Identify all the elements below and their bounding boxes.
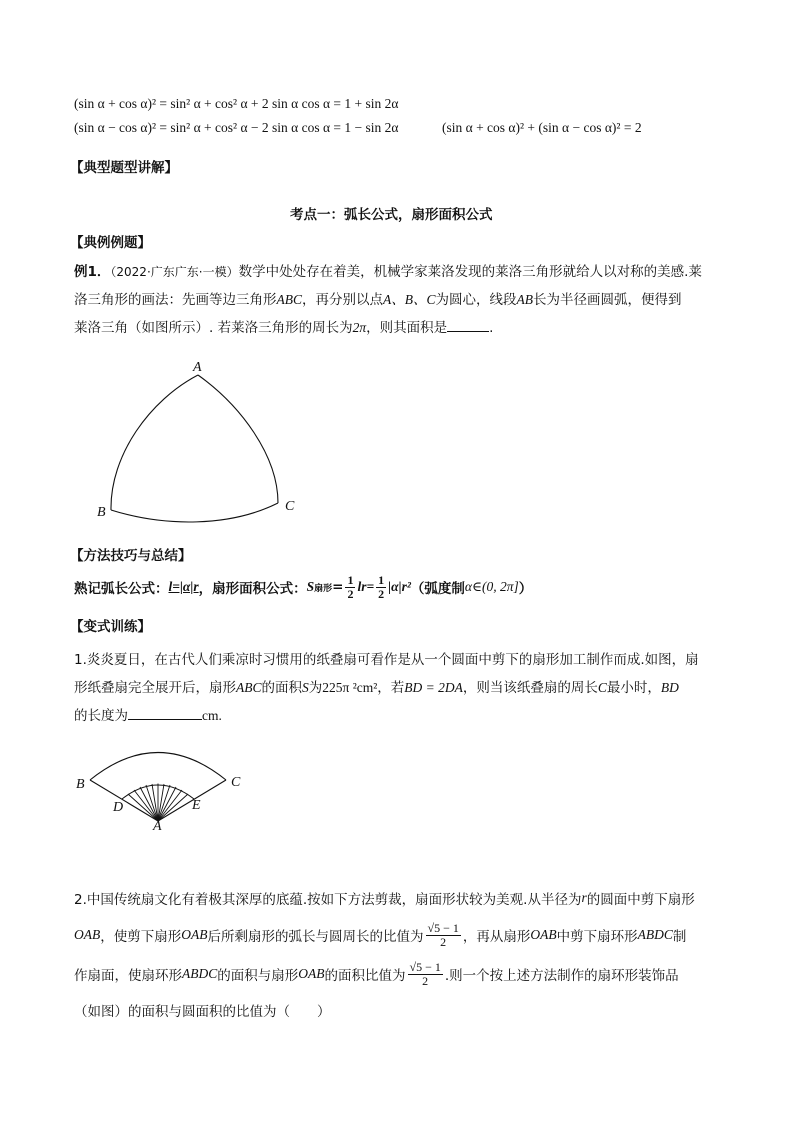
problem-2-line-2a: ，使剪下扇形	[100, 929, 182, 945]
radius-r: r	[581, 890, 587, 905]
example-1-text	[74, 258, 734, 342]
answer-blank-bd[interactable]	[128, 705, 202, 720]
example-line-3b: ，则其面积是	[366, 320, 448, 336]
problem-1-line-2e: ，则当该纸叠扇的周长	[462, 680, 598, 696]
identity-formula-sum-square: (sin α + cos α)² = sin² α + cos² α + 2 sin α cos α = 1 + sin 2α	[74, 96, 399, 111]
fan-label-d: D	[113, 800, 124, 815]
half-fraction-1: $\frac{1}{2}$	[347, 572, 354, 601]
annular-sector-abdc: ABDC	[637, 927, 673, 942]
outer-arc-bc	[90, 753, 226, 781]
alpha-r-squared: |α|r²	[388, 579, 411, 594]
fan-label-e: E	[192, 798, 201, 813]
fan-label-b: B	[76, 777, 85, 792]
answer-blank[interactable]	[447, 317, 489, 332]
example-source: （2022·广东广东·一模）	[110, 265, 239, 279]
fan-label-a: A	[153, 819, 162, 834]
problem-2-line-2d: 中剪下扇环形	[556, 929, 638, 945]
problem-1-line-3a: 的长度为	[74, 708, 128, 724]
vertex-label-b: B	[97, 505, 106, 520]
problem-1-line-2d: ，若	[377, 680, 405, 696]
bd-equation: BD = 2DA	[404, 680, 463, 695]
problem-1-line-2c: 为	[308, 680, 323, 696]
golden-ratio-fraction-2: $\frac{√5 - 1}{2}$	[409, 959, 441, 988]
problem-2-text	[74, 880, 734, 1026]
problem-2-line-1b: 的圆面中剪下扇形	[586, 892, 695, 908]
problem-1-line-2b: 的面积	[261, 680, 302, 696]
method-formula-line	[74, 572, 532, 602]
reuleaux-triangle-figure	[80, 355, 320, 530]
sector-oab: OAB	[530, 927, 557, 942]
radian-note: （弧度制	[410, 581, 465, 597]
vertex-label-c: C	[285, 499, 295, 514]
problem-2-line-2b: 后所剩扇形的弧长与圆周长的比值为	[207, 929, 424, 945]
identity-formula-diff-square: (sin α − cos α)² = sin² α + cos² α − 2 sin α cos α = 1 − sin 2α	[74, 120, 399, 135]
example-label: 例1．	[74, 264, 111, 280]
unit-cm: cm.	[202, 708, 222, 723]
area-value: 225π ²cm²	[322, 680, 378, 695]
problem-2-line-3d: .则一个按上述方法制作的扇环形装饰品	[444, 968, 679, 984]
problem-2-line-2e: 制	[672, 929, 687, 945]
section-heading-method: 【方法技巧与总结】	[70, 548, 192, 564]
fan-ribs	[128, 784, 188, 822]
example-line-2a: 洛三角形的画法：先画等边三角形	[74, 292, 277, 308]
problem-1-text	[74, 646, 734, 730]
problem-2-line-3b: 的面积与扇形	[217, 968, 299, 984]
arc-ab	[111, 375, 198, 510]
sector-oab: OAB	[181, 927, 208, 942]
arc-ac	[198, 375, 278, 503]
segment-bd: BD	[660, 680, 679, 695]
golden-ratio-fraction-1: $\frac{√5 - 1}{2}$	[427, 920, 459, 949]
example-line-2b: ，再分别以点	[302, 292, 383, 308]
perimeter-value: 2π	[352, 320, 367, 335]
perimeter-c: C	[597, 680, 607, 695]
lr-term: lr=	[357, 579, 375, 594]
triangle-abc: ABC	[276, 292, 302, 307]
points-abc: A、B、C	[383, 292, 436, 307]
section-heading-example: 【典例例题】	[70, 235, 151, 251]
kaodian-title: 考点一：弧长公式，扇形面积公式	[290, 207, 493, 223]
section-heading-typical: 【典型题型讲解】	[70, 160, 178, 176]
example-line-3-end: .	[489, 320, 494, 336]
alpha-range: α∈(0, 2π]	[464, 579, 519, 594]
sector-oab: OAB	[298, 966, 325, 981]
example-line-2d: 长为半径画圆弧，便得到	[533, 292, 682, 308]
problem-2-line-4: （如图）的面积与圆面积的比值为（ ）	[74, 1004, 331, 1020]
example-line-3a: 莱洛三角（如图所示）. 若莱洛三角形的周长为	[74, 320, 353, 336]
sector-area-symbol: S	[306, 579, 315, 594]
problem-2-line-3c: 的面积比值为	[324, 968, 406, 984]
problem-1-line-1: 1.炎炎夏日，在古代人们乘凉时习惯用的纸叠扇可看作是从一个圆面中剪下的扇形加工制作而成.如图，扇	[74, 652, 699, 668]
arc-length-formula: l=|α|r	[168, 579, 199, 594]
example-line-1: 数学中处处存在着美，机械学家莱洛发现的莱洛三角形就给人以对称的美感.莱	[238, 264, 702, 280]
close-paren: ）	[518, 581, 533, 597]
identity-formula-sum-of-squares: (sin α + cos α)² + (sin α − cos α)² = 2	[442, 120, 642, 135]
area-s: S	[302, 680, 309, 695]
problem-1-line-2f: 最小时，	[606, 680, 661, 696]
sector-abc: ABC	[236, 680, 262, 695]
arc-formula-label: 熟记弧长公式：	[74, 581, 169, 597]
sector-oab: OAB	[74, 927, 101, 942]
problem-2-line-1a: 2.中国传统扇文化有着极其深厚的底蕴.按如下方法剪裁，扇面形状较为美观.从半径为	[74, 892, 582, 908]
section-heading-variant: 【变式训练】	[70, 619, 151, 635]
example-line-2c: 为圆心，线段	[435, 292, 517, 308]
sector-area-subscript: 扇形	[314, 583, 333, 594]
problem-1-line-2a: 形纸叠扇完全展开后，扇形	[74, 680, 236, 696]
half-fraction-2: $\frac{1}{2}$	[378, 572, 385, 601]
annular-sector-abdc: ABDC	[182, 966, 218, 981]
problem-2-line-3a: 作扇面，使扇环形	[74, 968, 182, 984]
vertex-label-a: A	[193, 360, 202, 375]
sector-formula-label: ，扇形面积公式：	[198, 581, 307, 597]
problem-2-line-2c: ，再从扇形	[462, 929, 531, 945]
equals-sign: =	[332, 579, 344, 595]
arc-bc	[111, 503, 278, 522]
segment-ab: AB	[516, 292, 533, 307]
fan-label-c: C	[231, 775, 241, 790]
